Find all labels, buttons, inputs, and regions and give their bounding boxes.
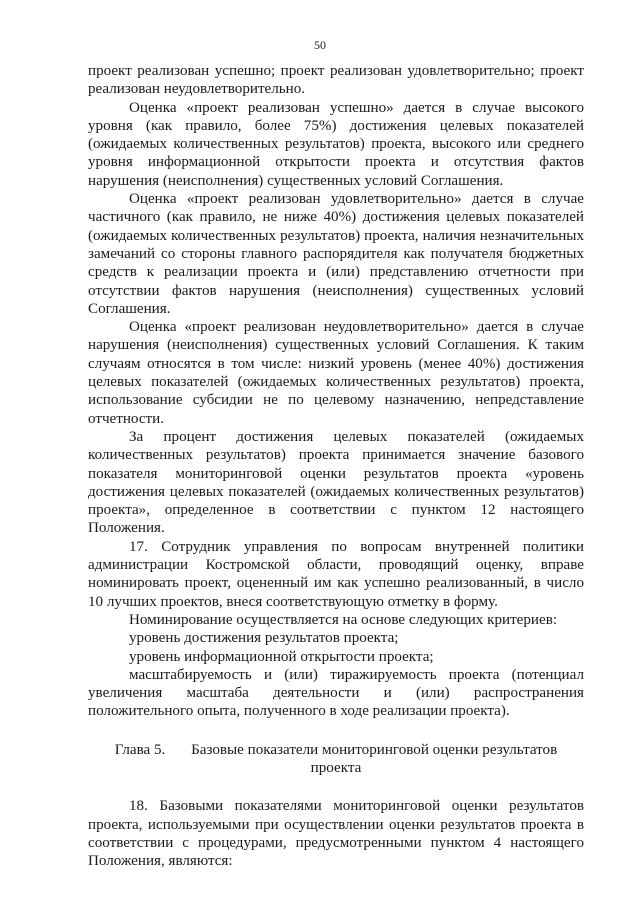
page-number: 50 [314, 38, 326, 52]
paragraph-item-18: 18. Базовыми показателями мониторинговой оценки результатов проекта, используемыми при осуществлении оценки результатов проекта в соответствии с процедурами, предусмотренными пунктом 4 настоящего Положения, являются: [88, 798, 584, 870]
paragraph-success-rating: Оценка «проект реализован успешно» дается в случае высокого уровня (как правило, более 75%) достижения целевых показателей (ожидаемых количественных результатов) проекта, высокого или среднего уровня информационной открытости проекта и отсутствия фактов нарушения (неисполнения) существенных условий Соглашения. [88, 99, 584, 189]
criterion-item: уровень достижения результатов проекта; [129, 630, 399, 647]
criterion-item: масштабируемость и (или) тиражируемость проекта (потенциал увеличения масштаба деятельности и (или) распространения положительного опыта, полученного в ходе реализации проекта). [88, 666, 584, 720]
chapter-number: Глава 5. [114, 741, 166, 758]
paragraph-continuation: проект реализован успешно; проект реализован удовлетворительно; проект реализован неудовлетворительно. [88, 63, 584, 98]
paragraph-nomination-basis: Номинирование осуществляется на основе следующих критериев: [129, 611, 558, 628]
paragraph-satisfactory-rating: Оценка «проект реализован удовлетворительно» дается в случае частичного (как правило, не ниже 40%) достижения целевых показателей (ожидаемых количественных результатов) проекта, наличия незначительных замечаний со стороны главного распорядителя как получателя бюджетных средств к реализации проекта и (или) представлению отчетности при отсутствии фактов нарушения (неисполнения) существенных условий Соглашения. [88, 191, 584, 317]
chapter-heading [88, 741, 584, 778]
paragraph-unsatisfactory-rating: Оценка «проект реализован неудовлетворительно» дается в случае нарушения (неисполнения) существенных условий Соглашения. К таким случаям относятся в том числе: низкий уровень (менее 40%) достижения целевых показателей (ожидаемых количественных результатов) проекта, использование субсидии не по целевому назначению, непредставление отчетности. [88, 319, 584, 427]
criterion-item: уровень информационной открытости проекта; [129, 648, 434, 665]
paragraph-achievement-percent: За процент достижения целевых показателей (ожидаемых количественных результатов) проекта принимается значение базового показателя мониторинговой оценки результатов проекта «уровень достижения целевых показателей (ожидаемых количественных результатов) проекта», определенное в соответствии с пунктом 12 настоящего Положения. [88, 428, 584, 537]
document-body [88, 62, 584, 870]
paragraph-item-17: 17. Сотрудник управления по вопросам внутренней политики администрации Костромской области, проводящий оценку, вправе номинировать проект, оцененный им как успешно реализованный, в число 10 лучших проектов, внеся соответствующую отметку в форму. [88, 538, 584, 610]
chapter-title: Базовые показатели мониторинговой оценки результатов проекта [191, 741, 558, 776]
